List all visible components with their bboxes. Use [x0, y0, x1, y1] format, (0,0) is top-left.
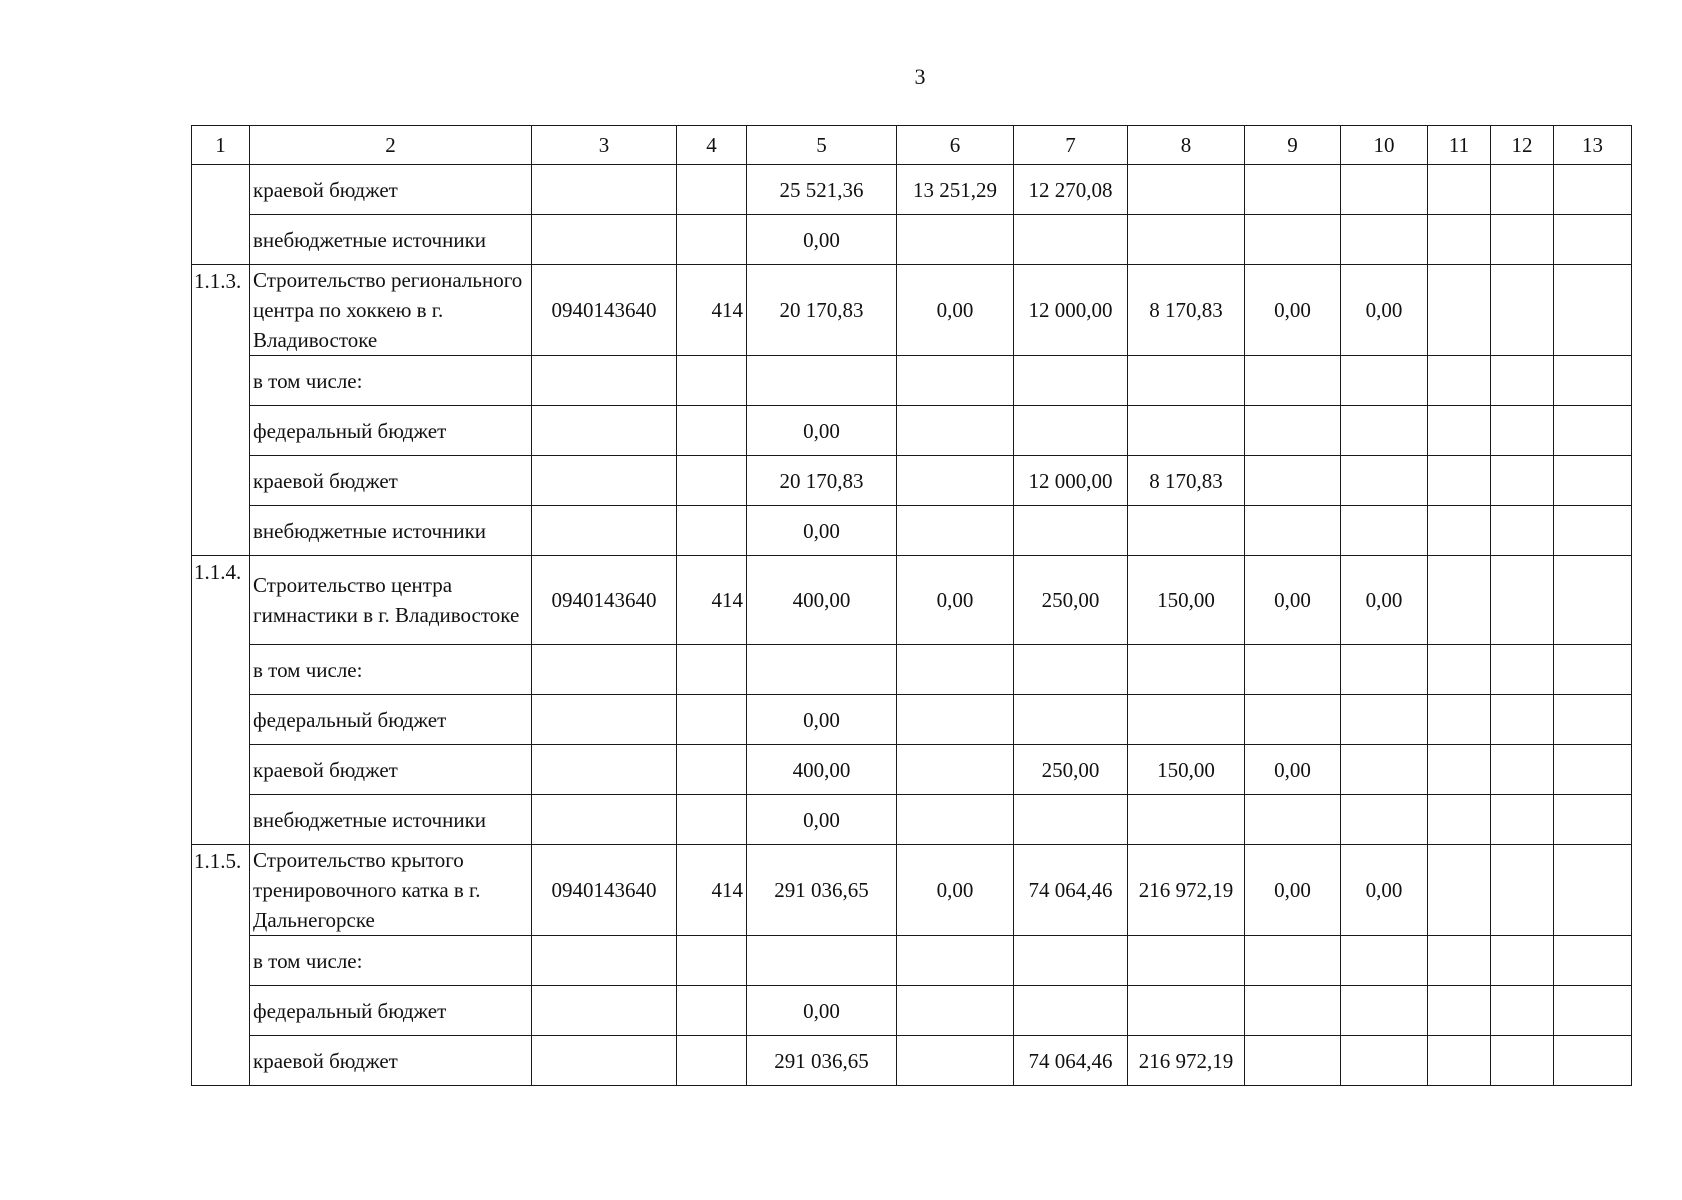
amount-col6-cell: [897, 936, 1014, 986]
amount-total-cell: 25 521,36: [747, 165, 897, 215]
amount-col12-cell: [1491, 456, 1554, 506]
amount-col8-cell: [1128, 165, 1245, 215]
column-header: 2: [250, 126, 532, 165]
funding-source-row: [192, 406, 1632, 456]
amount-col13-cell: [1554, 556, 1632, 645]
budget-code-cell: [532, 795, 677, 845]
column-header: 13: [1554, 126, 1632, 165]
budget-code-cell: 0940143640: [532, 556, 677, 645]
amount-col13-cell: [1554, 745, 1632, 795]
amount-col12-cell: [1491, 645, 1554, 695]
amount-col10-cell: [1341, 165, 1428, 215]
item-index-cell: 1.1.4.: [192, 556, 250, 845]
amount-col6-cell: [897, 356, 1014, 406]
expense-type-cell: [677, 165, 747, 215]
amount-col10-cell: [1341, 456, 1428, 506]
amount-total-cell: 0,00: [747, 406, 897, 456]
column-header: 5: [747, 126, 897, 165]
expense-type-cell: [677, 695, 747, 745]
expense-type-cell: [677, 506, 747, 556]
program-item-row: [192, 265, 1632, 356]
amount-col9-cell: [1245, 406, 1341, 456]
amount-col11-cell: [1428, 795, 1491, 845]
amount-col13-cell: [1554, 506, 1632, 556]
amount-col11-cell: [1428, 936, 1491, 986]
amount-col9-cell: [1245, 356, 1341, 406]
column-header: 6: [897, 126, 1014, 165]
amount-col10-cell: 0,00: [1341, 556, 1428, 645]
amount-col8-cell: 150,00: [1128, 745, 1245, 795]
amount-col9-cell: [1245, 1036, 1341, 1086]
amount-col12-cell: [1491, 745, 1554, 795]
amount-col11-cell: [1428, 745, 1491, 795]
amount-col13-cell: [1554, 456, 1632, 506]
funding-source-row: [192, 986, 1632, 1036]
amount-col10-cell: [1341, 795, 1428, 845]
amount-col12-cell: [1491, 986, 1554, 1036]
amount-total-cell: [747, 936, 897, 986]
expense-type-cell: [677, 936, 747, 986]
amount-total-cell: 0,00: [747, 795, 897, 845]
amount-total-cell: [747, 356, 897, 406]
amount-col9-cell: [1245, 795, 1341, 845]
amount-col8-cell: [1128, 506, 1245, 556]
budget-code-cell: [532, 215, 677, 265]
funding-source-row: [192, 456, 1632, 506]
amount-col9-cell: [1245, 695, 1341, 745]
row-name-cell: Строительство крытого тренировочного катка в г. Дальнегорске: [250, 845, 532, 936]
budget-code-cell: [532, 1036, 677, 1086]
funding-source-row: [192, 506, 1632, 556]
amount-total-cell: 400,00: [747, 745, 897, 795]
amount-col12-cell: [1491, 215, 1554, 265]
amount-col9-cell: 0,00: [1245, 556, 1341, 645]
row-name-cell: внебюджетные источники: [250, 795, 532, 845]
amount-col10-cell: [1341, 645, 1428, 695]
budget-code-cell: [532, 506, 677, 556]
amount-col12-cell: [1491, 1036, 1554, 1086]
item-index-cell: 1.1.3.: [192, 265, 250, 556]
amount-col12-cell: [1491, 556, 1554, 645]
amount-col6-cell: [897, 1036, 1014, 1086]
amount-col11-cell: [1428, 986, 1491, 1036]
amount-col10-cell: [1341, 695, 1428, 745]
amount-col11-cell: [1428, 265, 1491, 356]
amount-col6-cell: [897, 215, 1014, 265]
amount-col11-cell: [1428, 1036, 1491, 1086]
program-item-row: [192, 845, 1632, 936]
expense-type-cell: [677, 1036, 747, 1086]
amount-col13-cell: [1554, 936, 1632, 986]
amount-total-cell: 20 170,83: [747, 456, 897, 506]
amount-col8-cell: [1128, 936, 1245, 986]
program-item-row: [192, 556, 1632, 645]
funding-source-row: [192, 795, 1632, 845]
amount-col10-cell: 0,00: [1341, 265, 1428, 356]
amount-col8-cell: 216 972,19: [1128, 845, 1245, 936]
row-name-cell: краевой бюджет: [250, 745, 532, 795]
amount-col7-cell: 74 064,46: [1014, 1036, 1128, 1086]
amount-col6-cell: [897, 645, 1014, 695]
amount-total-cell: 0,00: [747, 215, 897, 265]
budget-code-cell: [532, 695, 677, 745]
amount-col10-cell: [1341, 745, 1428, 795]
column-header: 11: [1428, 126, 1491, 165]
budget-code-cell: 0940143640: [532, 845, 677, 936]
amount-col11-cell: [1428, 215, 1491, 265]
amount-col10-cell: 0,00: [1341, 845, 1428, 936]
funding-source-row: [192, 695, 1632, 745]
amount-col9-cell: 0,00: [1245, 265, 1341, 356]
amount-col12-cell: [1491, 695, 1554, 745]
amount-col8-cell: [1128, 356, 1245, 406]
amount-col6-cell: [897, 695, 1014, 745]
row-name-cell: федеральный бюджет: [250, 406, 532, 456]
row-name-cell: внебюджетные источники: [250, 506, 532, 556]
amount-col6-cell: [897, 986, 1014, 1036]
budget-code-cell: [532, 165, 677, 215]
budget-code-cell: 0940143640: [532, 265, 677, 356]
column-header: 8: [1128, 126, 1245, 165]
row-name-cell: краевой бюджет: [250, 1036, 532, 1086]
amount-col7-cell: 12 000,00: [1014, 456, 1128, 506]
amount-col13-cell: [1554, 406, 1632, 456]
amount-col6-cell: [897, 745, 1014, 795]
amount-col12-cell: [1491, 795, 1554, 845]
expense-type-cell: [677, 356, 747, 406]
budget-code-cell: [532, 986, 677, 1036]
amount-total-cell: 20 170,83: [747, 265, 897, 356]
amount-col13-cell: [1554, 165, 1632, 215]
funding-source-row: [192, 936, 1632, 986]
amount-col6-cell: 0,00: [897, 265, 1014, 356]
row-name-cell: в том числе:: [250, 356, 532, 406]
amount-col9-cell: [1245, 506, 1341, 556]
funding-source-row: [192, 745, 1632, 795]
amount-col6-cell: [897, 795, 1014, 845]
amount-col13-cell: [1554, 845, 1632, 936]
amount-col9-cell: 0,00: [1245, 745, 1341, 795]
amount-col10-cell: [1341, 1036, 1428, 1086]
amount-col8-cell: 216 972,19: [1128, 1036, 1245, 1086]
amount-col9-cell: [1245, 936, 1341, 986]
expense-type-cell: 414: [677, 265, 747, 356]
amount-col8-cell: [1128, 695, 1245, 745]
row-name-cell: Строительство центра гимнастики в г. Владивостоке: [250, 556, 532, 645]
budget-code-cell: [532, 406, 677, 456]
page-number: 3: [914, 64, 926, 89]
amount-col11-cell: [1428, 165, 1491, 215]
amount-col9-cell: [1245, 215, 1341, 265]
amount-col7-cell: [1014, 406, 1128, 456]
amount-col13-cell: [1554, 215, 1632, 265]
expense-type-cell: 414: [677, 556, 747, 645]
funding-source-row: [192, 645, 1632, 695]
amount-col8-cell: [1128, 406, 1245, 456]
amount-col9-cell: [1245, 986, 1341, 1036]
amount-col7-cell: [1014, 695, 1128, 745]
row-name-cell: федеральный бюджет: [250, 695, 532, 745]
amount-total-cell: 291 036,65: [747, 1036, 897, 1086]
column-header: 3: [532, 126, 677, 165]
column-header: 12: [1491, 126, 1554, 165]
amount-col9-cell: [1245, 645, 1341, 695]
expense-type-cell: [677, 745, 747, 795]
amount-col12-cell: [1491, 506, 1554, 556]
amount-col13-cell: [1554, 265, 1632, 356]
amount-col6-cell: [897, 506, 1014, 556]
amount-col13-cell: [1554, 986, 1632, 1036]
amount-col10-cell: [1341, 215, 1428, 265]
amount-col8-cell: 8 170,83: [1128, 265, 1245, 356]
amount-col6-cell: 13 251,29: [897, 165, 1014, 215]
amount-col6-cell: [897, 456, 1014, 506]
budget-table: [191, 125, 1632, 1086]
amount-col7-cell: 12 000,00: [1014, 265, 1128, 356]
column-header: 7: [1014, 126, 1128, 165]
amount-col13-cell: [1554, 356, 1632, 406]
expense-type-cell: [677, 645, 747, 695]
row-name-cell: федеральный бюджет: [250, 986, 532, 1036]
amount-col10-cell: [1341, 986, 1428, 1036]
item-index-cell: [192, 165, 250, 265]
amount-total-cell: 291 036,65: [747, 845, 897, 936]
amount-col12-cell: [1491, 356, 1554, 406]
amount-col9-cell: [1245, 165, 1341, 215]
expense-type-cell: [677, 456, 747, 506]
column-header: 9: [1245, 126, 1341, 165]
amount-col7-cell: [1014, 986, 1128, 1036]
amount-col8-cell: 8 170,83: [1128, 456, 1245, 506]
amount-col6-cell: 0,00: [897, 556, 1014, 645]
amount-col8-cell: [1128, 986, 1245, 1036]
budget-code-cell: [532, 936, 677, 986]
amount-col7-cell: [1014, 795, 1128, 845]
amount-col9-cell: 0,00: [1245, 845, 1341, 936]
amount-col11-cell: [1428, 506, 1491, 556]
amount-col6-cell: 0,00: [897, 845, 1014, 936]
expense-type-cell: [677, 795, 747, 845]
funding-source-row: [192, 1036, 1632, 1086]
amount-col12-cell: [1491, 845, 1554, 936]
column-number-header-row: [192, 126, 1632, 165]
amount-col7-cell: [1014, 356, 1128, 406]
budget-code-cell: [532, 456, 677, 506]
amount-col7-cell: 250,00: [1014, 556, 1128, 645]
amount-col11-cell: [1428, 406, 1491, 456]
expense-type-cell: [677, 406, 747, 456]
budget-code-cell: [532, 745, 677, 795]
amount-col12-cell: [1491, 265, 1554, 356]
funding-source-row: [192, 165, 1632, 215]
amount-col7-cell: 12 270,08: [1014, 165, 1128, 215]
row-name-cell: в том числе:: [250, 936, 532, 986]
amount-col11-cell: [1428, 456, 1491, 506]
row-name-cell: в том числе:: [250, 645, 532, 695]
amount-col11-cell: [1428, 645, 1491, 695]
amount-col11-cell: [1428, 845, 1491, 936]
amount-col7-cell: [1014, 506, 1128, 556]
expense-type-cell: 414: [677, 845, 747, 936]
row-name-cell: краевой бюджет: [250, 165, 532, 215]
amount-col10-cell: [1341, 356, 1428, 406]
funding-source-row: [192, 215, 1632, 265]
funding-source-row: [192, 356, 1632, 406]
row-name-cell: внебюджетные источники: [250, 215, 532, 265]
amount-col11-cell: [1428, 356, 1491, 406]
amount-col13-cell: [1554, 795, 1632, 845]
amount-total-cell: [747, 645, 897, 695]
amount-col7-cell: 250,00: [1014, 745, 1128, 795]
budget-code-cell: [532, 356, 677, 406]
row-name-cell: краевой бюджет: [250, 456, 532, 506]
expense-type-cell: [677, 215, 747, 265]
amount-col8-cell: [1128, 215, 1245, 265]
item-index-cell: 1.1.5.: [192, 845, 250, 1086]
amount-col9-cell: [1245, 456, 1341, 506]
amount-col8-cell: [1128, 795, 1245, 845]
column-header: 1: [192, 126, 250, 165]
amount-col7-cell: [1014, 936, 1128, 986]
amount-col10-cell: [1341, 506, 1428, 556]
amount-col11-cell: [1428, 556, 1491, 645]
amount-col8-cell: [1128, 645, 1245, 695]
column-header: 4: [677, 126, 747, 165]
amount-col10-cell: [1341, 406, 1428, 456]
amount-col13-cell: [1554, 1036, 1632, 1086]
amount-col12-cell: [1491, 165, 1554, 215]
column-header: 10: [1341, 126, 1428, 165]
amount-col13-cell: [1554, 695, 1632, 745]
amount-col12-cell: [1491, 406, 1554, 456]
amount-col12-cell: [1491, 936, 1554, 986]
amount-col13-cell: [1554, 645, 1632, 695]
budget-code-cell: [532, 645, 677, 695]
amount-col8-cell: 150,00: [1128, 556, 1245, 645]
amount-total-cell: 0,00: [747, 986, 897, 1036]
amount-col6-cell: [897, 406, 1014, 456]
row-name-cell: Строительство регионального центра по хоккею в г. Владивостоке: [250, 265, 532, 356]
amount-col11-cell: [1428, 695, 1491, 745]
amount-total-cell: 0,00: [747, 695, 897, 745]
amount-total-cell: 0,00: [747, 506, 897, 556]
expense-type-cell: [677, 986, 747, 1036]
amount-col7-cell: [1014, 215, 1128, 265]
amount-col10-cell: [1341, 936, 1428, 986]
amount-total-cell: 400,00: [747, 556, 897, 645]
amount-col7-cell: [1014, 645, 1128, 695]
amount-col7-cell: 74 064,46: [1014, 845, 1128, 936]
